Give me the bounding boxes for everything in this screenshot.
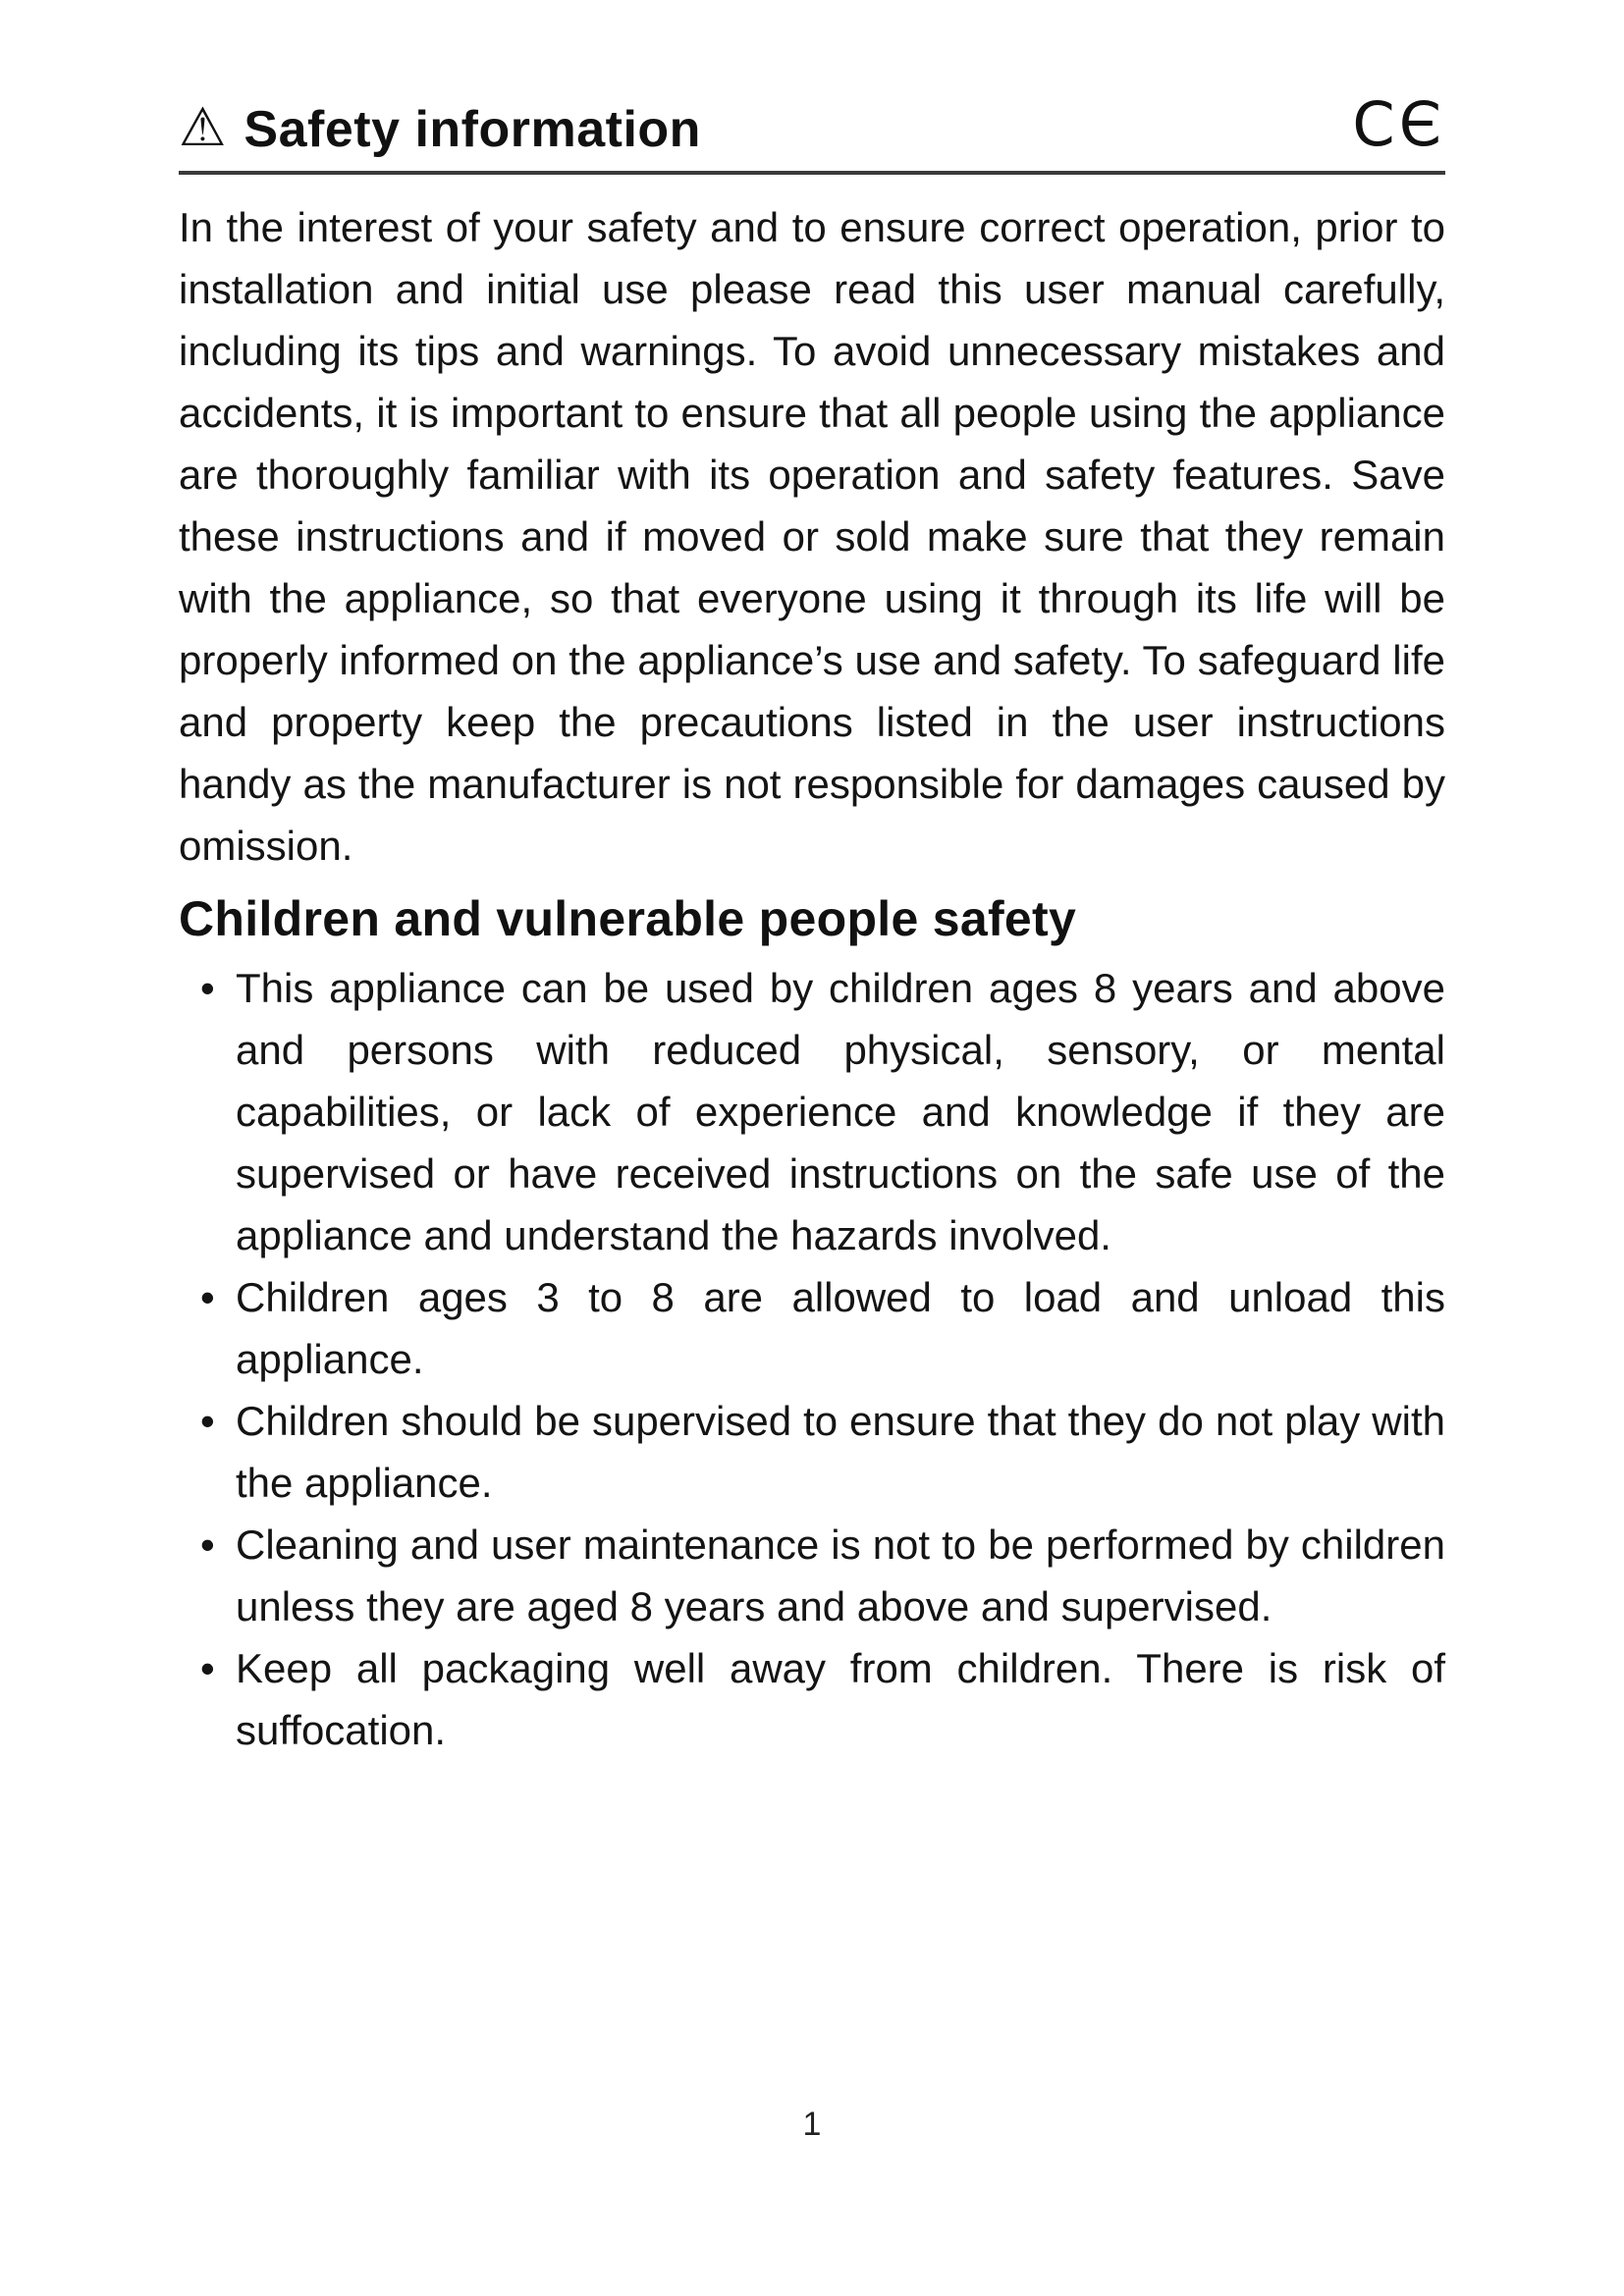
- bullet-icon: •: [200, 1274, 215, 1320]
- list-item: [179, 1390, 1445, 1514]
- list-item: [179, 1637, 1445, 1761]
- bullet-icon: •: [200, 1522, 215, 1568]
- page-header: [179, 88, 1445, 175]
- bullet-text: Cleaning and user maintenance is not to be performed by children unless they are aged 8 years and above and supervised.: [236, 1522, 1445, 1629]
- bullet-icon: •: [200, 1398, 215, 1444]
- bullet-icon: •: [200, 1645, 215, 1691]
- section-title: Children and vulnerable people safety: [179, 891, 1077, 946]
- warning-triangle-icon: ⚠: [179, 98, 227, 157]
- bullet-list: [179, 957, 1445, 1761]
- list-item: [179, 1514, 1445, 1637]
- intro-paragraph: In the interest of your safety and to ensure correct operation, prior to installation and initial use please read this user manual carefully, including its tips and warnings. To avoid unnecessary mistakes and accidents, it is important to ensure that all people using the appliance are thoroughly familiar with its operation and safety features. Save these instructions and if moved or sold make sure that they remain with the appliance, so that everyone using it through its life will be properly informed on the appliance’s use and safety. To safeguard life and property keep the precautions listed in the user instructions handy as the manufacturer is not responsible for damages caused by omission.: [179, 204, 1445, 869]
- bullet-text: This appliance can be used by children ages 8 years and above and persons with reduced physical, sensory, or mental capabilities, or lack of experience and knowledge if they are supervised or have received instructions on the safe use of the appliance and understand the hazards involved.: [236, 965, 1445, 1258]
- page-number: 1: [802, 2106, 822, 2143]
- list-item: [179, 1266, 1445, 1390]
- page-title: Safety information: [244, 101, 701, 158]
- bullet-text: Keep all packaging well away from children. There is risk of suffocation.: [236, 1645, 1445, 1753]
- list-item: [179, 957, 1445, 1266]
- bullet-text: Children should be supervised to ensure that they do not play with the appliance.: [236, 1398, 1445, 1506]
- header-title-group: [179, 100, 701, 159]
- bullet-icon: •: [200, 965, 215, 1011]
- ce-mark-icon: CЄ: [1352, 88, 1445, 160]
- bullet-text: Children ages 3 to 8 are allowed to load and unload this appliance.: [236, 1274, 1445, 1382]
